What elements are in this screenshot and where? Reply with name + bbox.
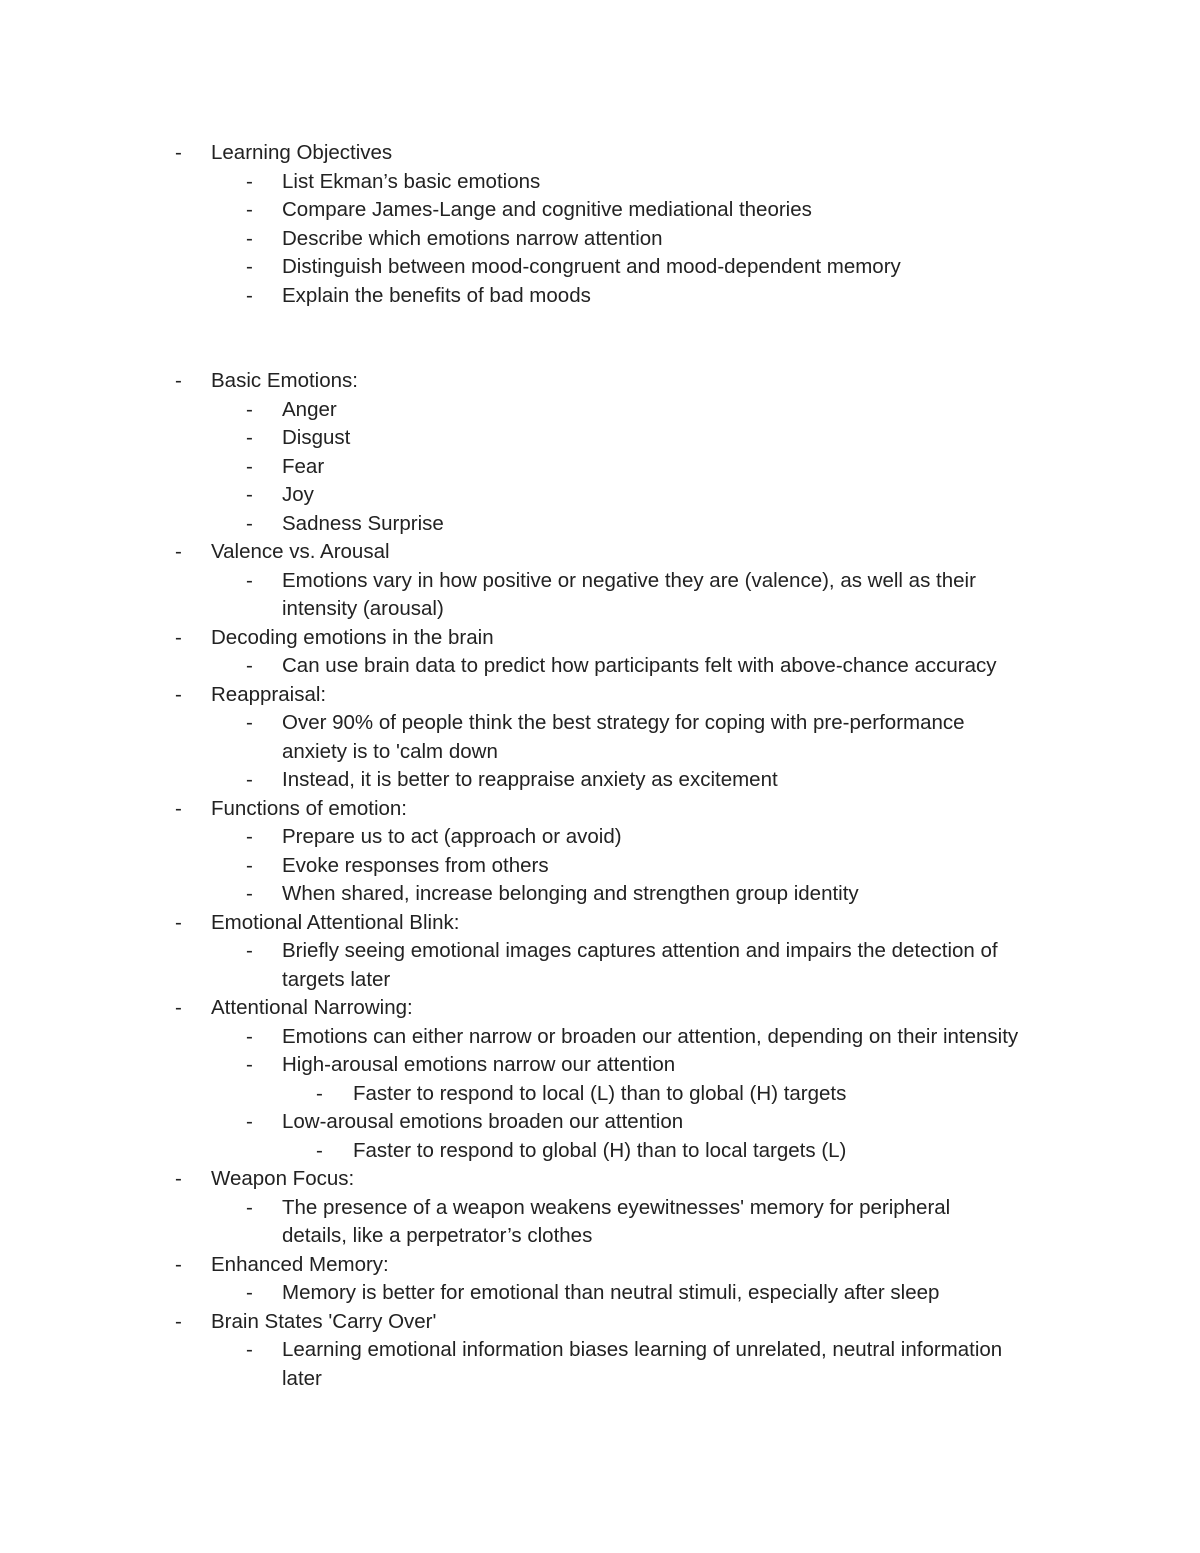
bullet-dash: - <box>175 369 182 392</box>
item-text: anxiety is to 'calm down <box>282 739 498 763</box>
item-text: The presence of a weapon weakens eyewitnesses' memory for peripheral <box>282 1195 951 1219</box>
bullet-dash: - <box>175 1252 182 1276</box>
bullet-dash: - <box>175 540 182 563</box>
heading-text: Enhanced Memory: <box>211 1252 389 1276</box>
list-item <box>0 652 1200 681</box>
bullet-dash: - <box>246 426 253 449</box>
bullet-dash: - <box>246 169 253 193</box>
sub-list-item <box>0 1137 1200 1166</box>
bullet-dash: - <box>246 454 253 478</box>
section-heading-attentional-narrowing <box>0 994 1200 1023</box>
item-text: Explain the benefits of bad moods <box>282 283 591 307</box>
bullet-dash: - <box>246 1338 253 1361</box>
item-text: Distinguish between mood-congruent and mood-dependent memory <box>282 255 901 278</box>
bullet-dash: - <box>175 682 182 706</box>
list-item <box>0 937 1200 966</box>
heading-text: Emotional Attentional Blink: <box>211 910 460 934</box>
list-item <box>0 196 1200 225</box>
list-item <box>0 1023 1200 1052</box>
list-item-continuation <box>0 1222 1200 1251</box>
bullet-dash: - <box>246 1053 253 1076</box>
item-text: targets later <box>282 967 391 991</box>
bullet-dash: - <box>246 1195 253 1219</box>
item-text: Instead, it is better to reappraise anxiety as excitement <box>282 768 778 791</box>
bullet-dash: - <box>246 711 253 734</box>
item-text: Emotions can either narrow or broaden our attention, depending on their intensity <box>282 1024 1019 1048</box>
bullet-dash: - <box>316 1081 323 1105</box>
list-item <box>0 1108 1200 1137</box>
bullet-dash: - <box>175 796 182 820</box>
bullet-dash: - <box>246 768 253 791</box>
item-text: Joy <box>282 483 314 506</box>
bullet-dash: - <box>246 226 253 250</box>
bullet-dash: - <box>246 283 253 307</box>
list-item-continuation <box>0 595 1200 624</box>
section-heading-decoding <box>0 624 1200 653</box>
item-text: Faster to respond to global (H) than to local targets (L) <box>353 1138 847 1162</box>
list-item <box>0 1279 1200 1308</box>
item-text: Sadness Surprise <box>282 511 444 535</box>
list-item <box>0 709 1200 738</box>
section-heading-valence-arousal <box>0 538 1200 567</box>
item-text: High-arousal emotions narrow our attention <box>282 1053 676 1076</box>
bullet-dash: - <box>246 483 253 506</box>
item-text: Evoke responses from others <box>282 853 549 877</box>
heading-text: Learning Objectives <box>211 141 393 164</box>
item-text: Low-arousal emotions broaden our attention <box>282 1110 684 1133</box>
item-text: Over 90% of people think the best strategy for coping with pre-performance <box>282 711 965 734</box>
section-heading-attentional-blink <box>0 909 1200 938</box>
bullet-dash: - <box>246 1281 253 1304</box>
item-text: List Ekman’s basic emotions <box>282 169 541 193</box>
heading-text: Attentional Narrowing: <box>211 996 413 1019</box>
list-item <box>0 481 1200 510</box>
heading-text: Reappraisal: <box>211 682 327 706</box>
heading-text: Basic Emotions: <box>211 369 358 392</box>
item-text: Faster to respond to local (L) than to global (H) targets <box>353 1081 847 1105</box>
bullet-dash: - <box>246 939 253 962</box>
bullet-dash: - <box>246 853 253 877</box>
item-text: later <box>282 1366 322 1390</box>
section-heading-basic-emotions <box>0 367 1200 396</box>
section-heading-enhanced-memory <box>0 1251 1200 1280</box>
bullet-dash: - <box>246 1110 253 1133</box>
blank-gap <box>0 310 1200 367</box>
bullet-dash: - <box>246 882 253 905</box>
sub-list-item <box>0 1080 1200 1109</box>
item-text: Memory is better for emotional than neutral stimuli, especially after sleep <box>282 1281 940 1304</box>
bullet-dash: - <box>246 654 253 677</box>
notes-list <box>0 139 1200 1393</box>
list-item-continuation <box>0 1365 1200 1394</box>
section-heading-functions <box>0 795 1200 824</box>
list-item <box>0 282 1200 311</box>
list-item <box>0 852 1200 881</box>
bullet-dash: - <box>175 1167 182 1190</box>
heading-text: Brain States 'Carry Over' <box>211 1309 437 1333</box>
list-item <box>0 567 1200 596</box>
item-text: Describe which emotions narrow attention <box>282 226 663 250</box>
list-item-continuation <box>0 966 1200 995</box>
bullet-dash: - <box>246 568 253 592</box>
heading-text: Valence vs. Arousal <box>211 540 390 563</box>
item-text: intensity (arousal) <box>282 597 444 620</box>
item-text: Learning emotional information biases learning of unrelated, neutral information <box>282 1338 1003 1361</box>
list-item <box>0 1051 1200 1080</box>
item-text: Anger <box>282 397 337 421</box>
heading-text: Functions of emotion: <box>211 796 407 820</box>
item-text: Prepare us to act (approach or avoid) <box>282 825 622 848</box>
bullet-dash: - <box>246 825 253 848</box>
list-item <box>0 1336 1200 1365</box>
section-heading-reappraisal <box>0 681 1200 710</box>
item-text: Fear <box>282 454 325 478</box>
list-item <box>0 510 1200 539</box>
list-item <box>0 453 1200 482</box>
list-item <box>0 396 1200 425</box>
bullet-dash: - <box>246 255 253 278</box>
bullet-dash: - <box>175 1309 182 1333</box>
bullet-dash: - <box>246 1024 253 1048</box>
section-heading-weapon-focus <box>0 1165 1200 1194</box>
item-text: Compare James-Lange and cognitive mediational theories <box>282 198 812 221</box>
list-item <box>0 766 1200 795</box>
section-heading-brain-states <box>0 1308 1200 1337</box>
bullet-dash: - <box>175 996 182 1019</box>
list-item <box>0 880 1200 909</box>
list-item <box>0 1194 1200 1223</box>
item-text: Can use brain data to predict how participants felt with above-chance accuracy <box>282 654 997 677</box>
bullet-dash: - <box>246 397 253 421</box>
section-heading-learning-objectives <box>0 139 1200 168</box>
heading-text: Weapon Focus: <box>211 1167 355 1190</box>
item-text: Briefly seeing emotional images captures attention and impairs the detection of <box>282 939 998 962</box>
list-item <box>0 225 1200 254</box>
item-text: details, like a perpetrator’s clothes <box>282 1224 593 1247</box>
list-item <box>0 424 1200 453</box>
list-item <box>0 823 1200 852</box>
bullet-dash: - <box>246 511 253 535</box>
item-text: Emotions vary in how positive or negative they are (valence), as well as their <box>282 568 976 592</box>
heading-text: Decoding emotions in the brain <box>211 625 494 649</box>
bullet-dash: - <box>316 1138 323 1162</box>
bullet-dash: - <box>175 910 182 934</box>
list-item <box>0 253 1200 282</box>
bullet-dash: - <box>175 625 182 649</box>
item-text: Disgust <box>282 426 351 449</box>
list-item-continuation <box>0 738 1200 767</box>
item-text: When shared, increase belonging and strengthen group identity <box>282 882 859 905</box>
list-item <box>0 168 1200 197</box>
bullet-dash: - <box>175 141 182 164</box>
bullet-dash: - <box>246 198 253 221</box>
